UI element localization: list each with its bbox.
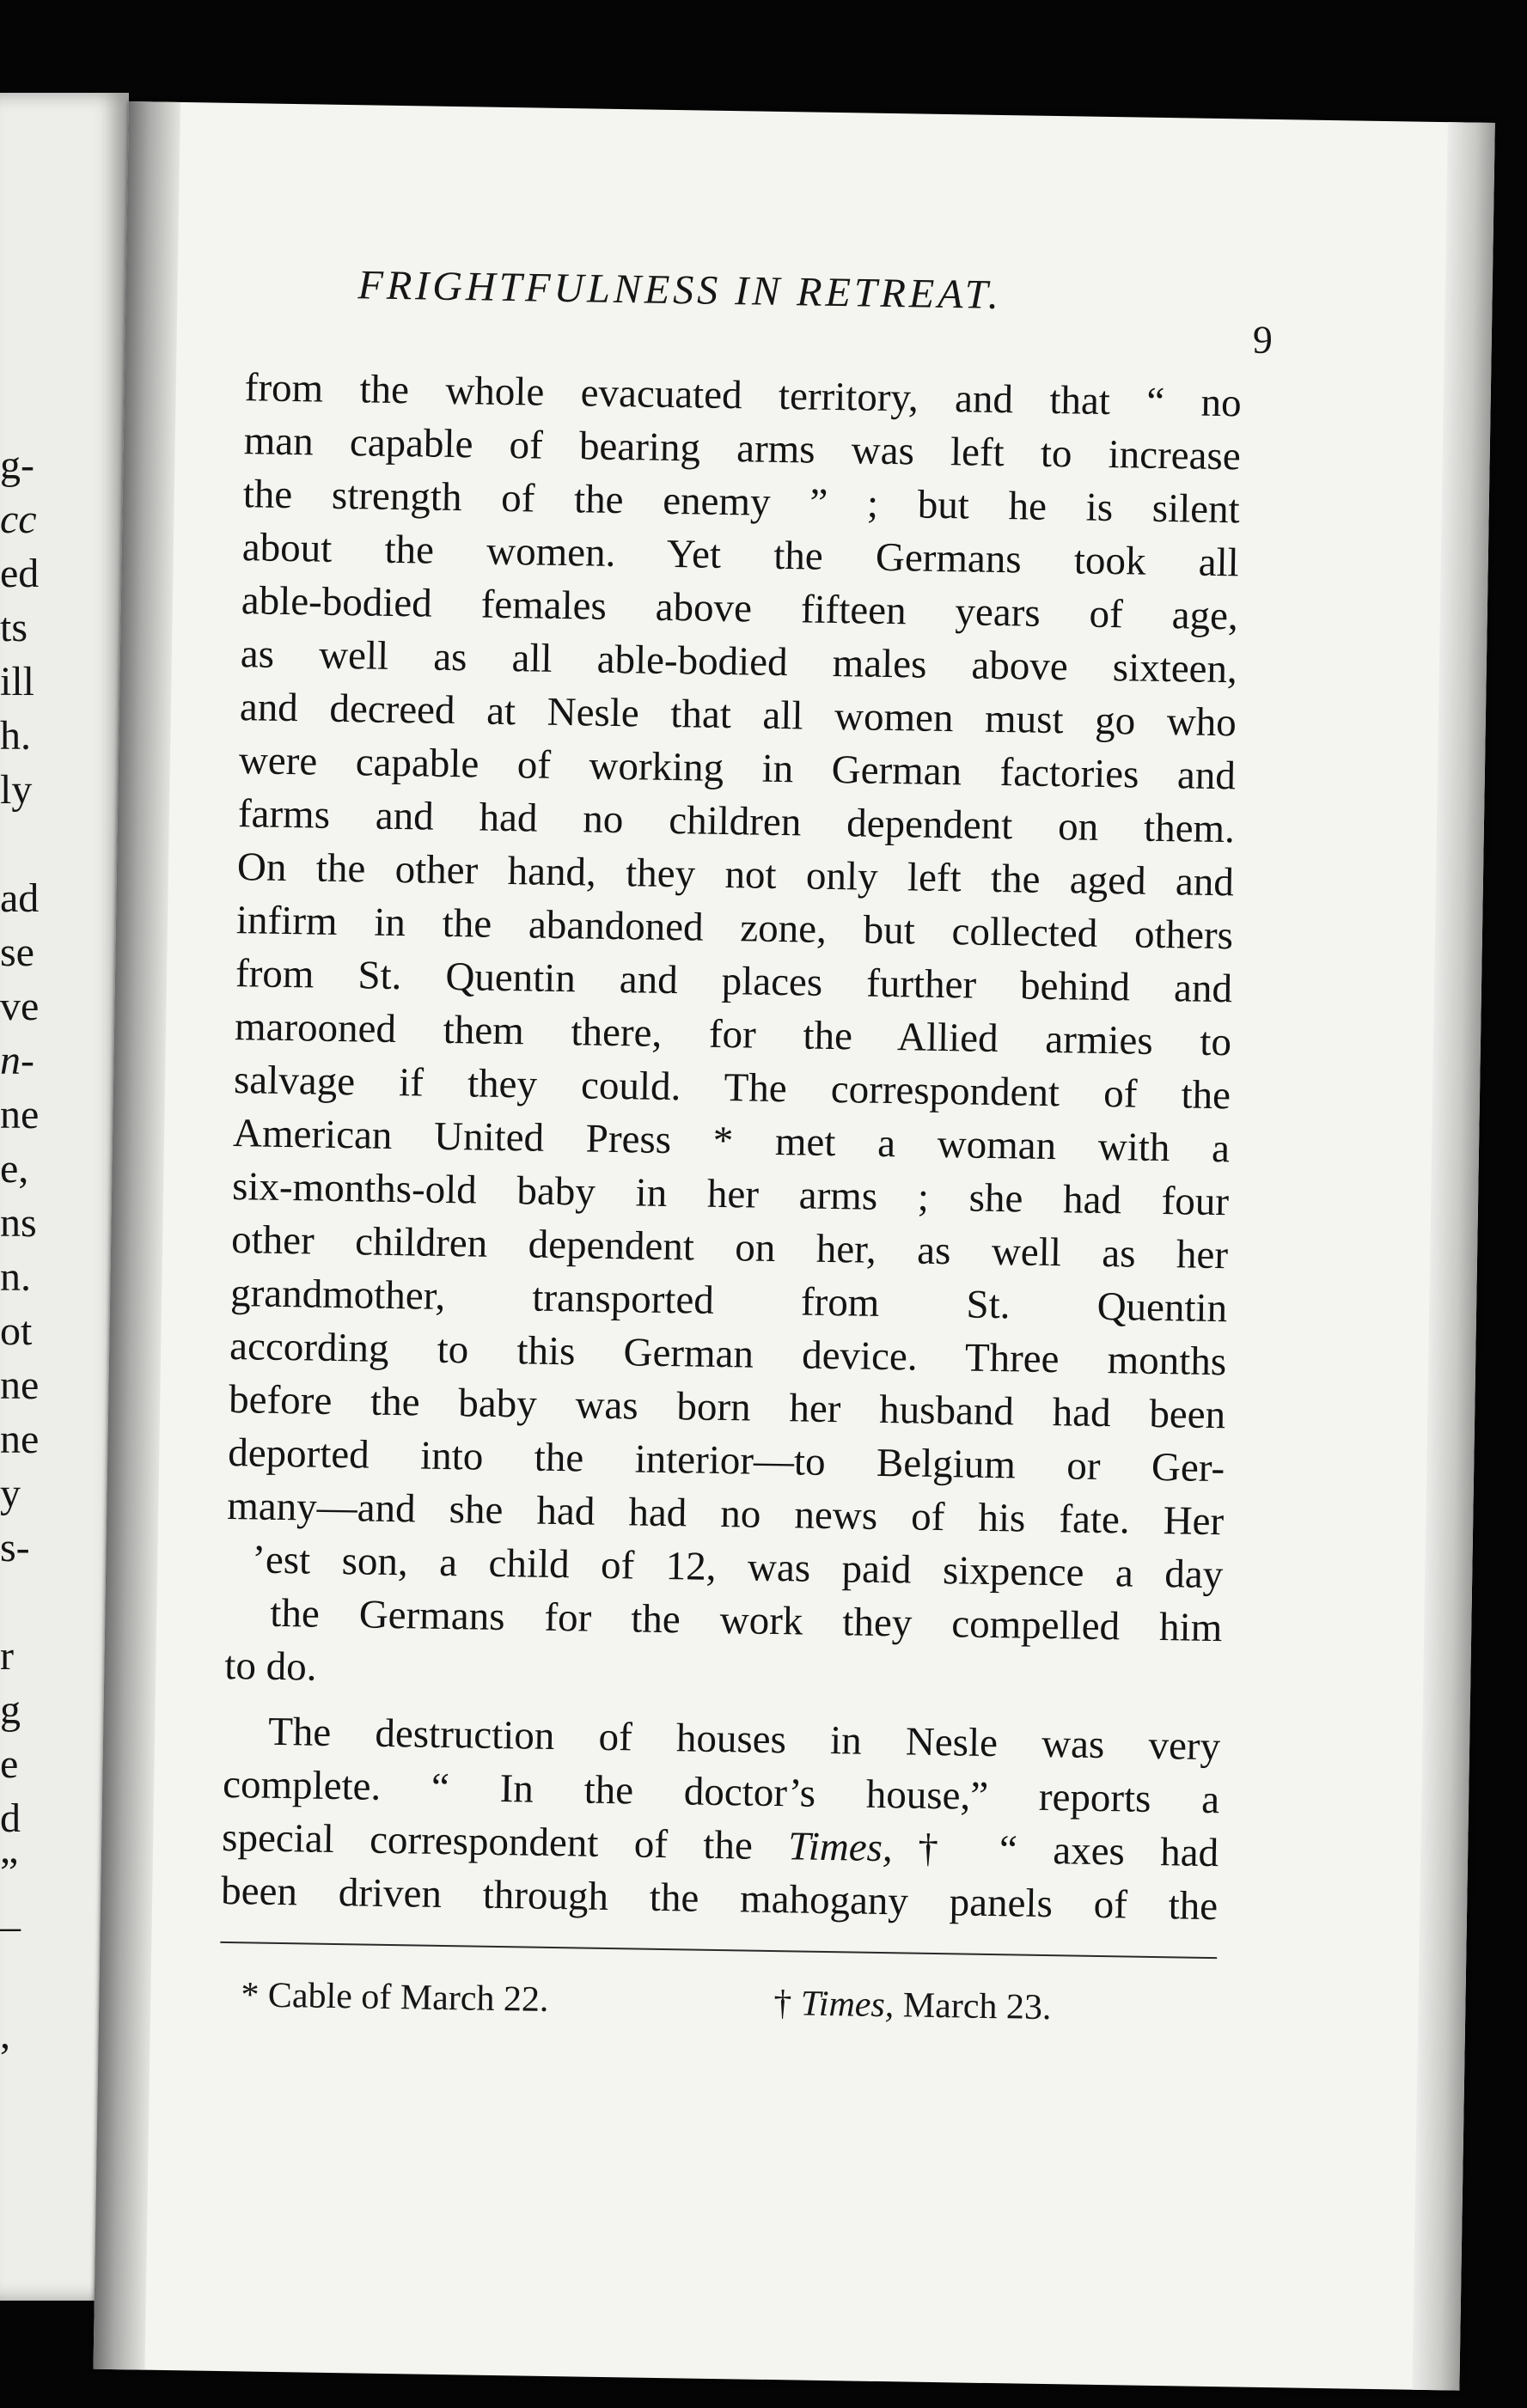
text-span: special correspondent of the [221, 1814, 789, 1869]
text-line: grandmother, transported from St. Quentin [229, 1271, 1228, 1332]
paragraph [224, 361, 1242, 1708]
text-line: many—and she had had no news of his fate. Her [226, 1484, 1225, 1545]
text-line: other children dependent on her, as well as her [230, 1217, 1229, 1278]
text-line: from the whole evacuated territory, and that “ no [244, 365, 1243, 426]
running-head: FRIGHTFULNESS IN RETREAT. [357, 262, 1003, 318]
page-fragment: , [0, 2012, 10, 2057]
page-fragment: ne [0, 1417, 40, 1462]
text-line: American United Press * met a woman with a [232, 1111, 1231, 1172]
page-fragment: g- [0, 442, 34, 488]
text-line: On the other hand, they not only left the aged and [236, 844, 1235, 905]
text-line: as well as all able-bodied males above sixteen, [240, 631, 1238, 692]
dagger-mark: † [773, 1984, 802, 2024]
page-fragment: y [0, 1471, 21, 1516]
page-fragment: ns [0, 1200, 37, 1246]
page-fragment: ” [0, 1850, 19, 1895]
text-line: complete. “ In the doctor’s house,” reports a [222, 1761, 1220, 1823]
text-line: were capable of working in German factories and [238, 738, 1237, 799]
page-fragment: cc [0, 497, 37, 542]
text-line: ’est son, a child of 12, was paid sixpence a day [251, 1537, 1224, 1598]
page-fragment: n. [0, 1254, 31, 1300]
page-fragment: ed [0, 551, 40, 596]
footnote: * Cable of March 22. [241, 1975, 549, 2020]
page-fragment: ly [0, 767, 33, 813]
page-fragment: ne [0, 1363, 40, 1408]
page-fragment: se [0, 930, 34, 975]
text-line: the Germans for the work they compelled him [269, 1590, 1223, 1651]
text-line: from St. Quentin and places further behind and [235, 951, 1233, 1012]
text-line: six-months-old baby in her arms ; she had four [231, 1164, 1230, 1225]
page-fragment: e [0, 1741, 19, 1787]
text-line: able-bodied females above fifteen years of age, [241, 578, 1239, 639]
footnote-date: March 23. [893, 1985, 1052, 2028]
publication-title: Times, [800, 1984, 895, 2026]
page-fragment: ve [0, 984, 40, 1029]
page-fragment: r [0, 1633, 14, 1679]
page-fragment: h. [0, 713, 31, 759]
text-line: marooned them there, for the Allied armies to [234, 1004, 1232, 1065]
text-line: to do. [224, 1643, 317, 1690]
publication-title: Times, [787, 1824, 894, 1871]
text-line: deported into the interior—to Belgium or Ger- [227, 1430, 1225, 1491]
page-fragment: ot [0, 1308, 33, 1354]
text-line: according to this German device. Three months [229, 1324, 1227, 1385]
page-fragment: s- [0, 1525, 30, 1570]
page-fragment: n- [0, 1038, 34, 1083]
text-line: been driven through the mahogany panels of the [220, 1868, 1219, 1929]
page-fragment: ill [0, 659, 35, 704]
page-fragment: – [0, 1904, 21, 1949]
text-line: the strength of the enemy ” ; but he is silent [242, 472, 1241, 533]
text-line: The destruction of houses in Nesle was very [267, 1709, 1221, 1770]
page-fragment: ts [0, 605, 28, 650]
text-line: and decreed at Nesle that all women must go who [239, 685, 1237, 746]
page-edge [1412, 122, 1494, 2391]
body-text [221, 361, 1242, 1933]
page-fragment: ad [0, 875, 40, 921]
text-line: farms and had no children dependent on them. [237, 791, 1236, 852]
page-fragment: ne [0, 1092, 40, 1137]
footnote-rule [220, 1942, 1217, 1959]
page-fragment: d [0, 1795, 21, 1841]
text-line: about the women. Yet the Germans took all [241, 525, 1240, 586]
paragraph [221, 1704, 1221, 1933]
page-number: 9 [1252, 317, 1274, 362]
text-span: † “ axes had [892, 1826, 1219, 1876]
text-line: before the baby was born her husband had been [228, 1377, 1226, 1438]
page-fragment: g [0, 1687, 21, 1733]
book-page [94, 101, 1495, 2391]
text-line: infirm in the abandoned zone, but collected others [235, 898, 1234, 959]
page-fragment: e, [0, 1146, 29, 1192]
footnotes [241, 1974, 1187, 2028]
footnote [773, 1983, 1052, 2028]
text-line: man capable of bearing arms was left to increase [243, 418, 1242, 479]
text-line: salvage if they could. The correspondent of the [233, 1058, 1231, 1119]
